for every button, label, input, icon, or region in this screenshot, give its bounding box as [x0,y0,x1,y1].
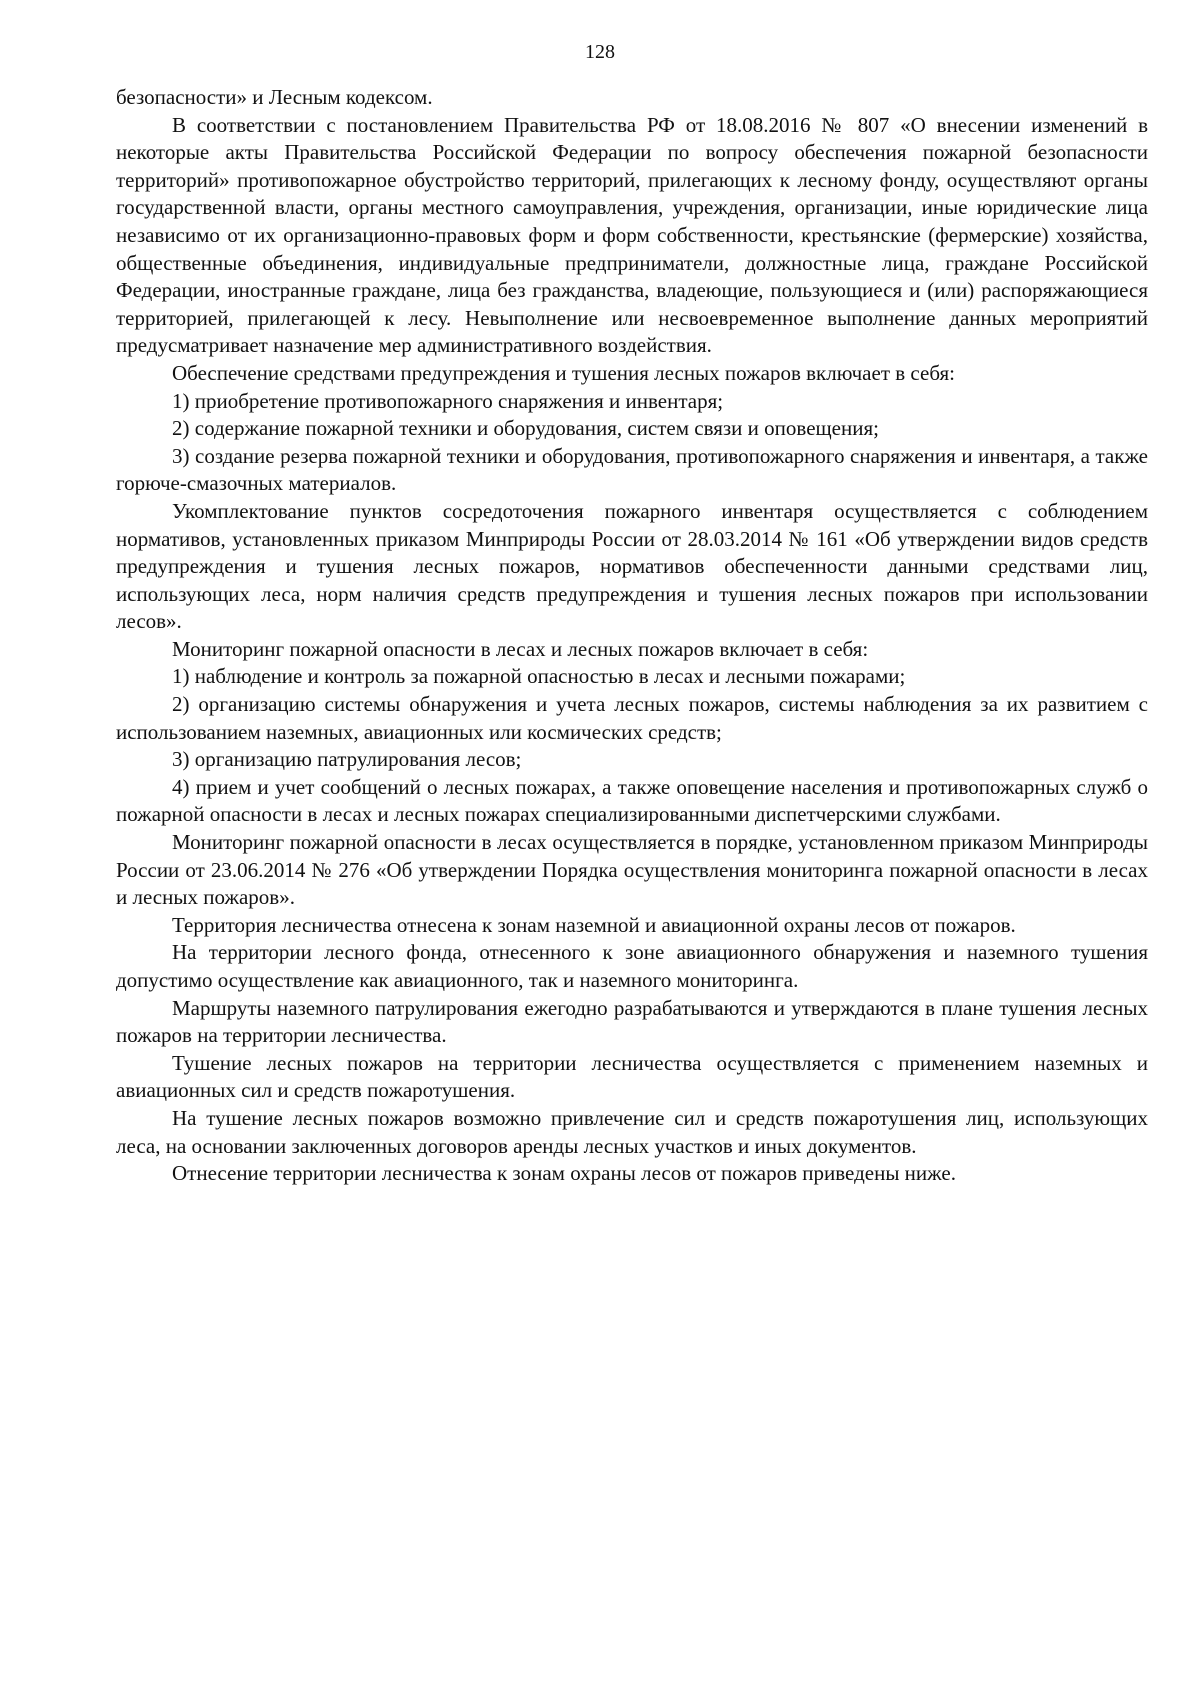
page-number: 128 [585,41,615,63]
list-item-reserve-creation: 3) создание резерва пожарной техники и оборудования, противопожарного снаряжения и инвентаря, а также горюче-смазочных материалов. [116,443,1148,496]
paragraph-zones-reference: Отнесение территории лесничества к зонам охраны лесов от пожаров приведены ниже. [172,1161,956,1186]
list-item-reports-notification: 4) прием и учет сообщений о лесных пожарах, а также оповещение населения и противопожарных служб о пожарной опасности в лесах и лесных пожарах специализированными диспетчерскими службами. [116,774,1148,827]
paragraph-protection-zones: Территория лесничества отнесена к зонам наземной и авиационной охраны лесов от пожаров. [172,912,1016,937]
paragraph-regulation-807: В соответствии с постановлением Правительства РФ от 18.08.2016 № 807 «О внесении изменений в некоторые акты Правительства Российской Федерации по вопросу обеспечения пожарной безопасности территорий» противопожарное обустройство территорий, прилегающих к лесному фонду, осуществляют органы государственной власти, органы местного самоуправления, учреждения, организации, иные юридические лица независимо от их организационно-правовых форм и форм собственности, крестьянские (фермерские) хозяйства, общественные объединения, индивидуальные предприниматели, должностные лица, граждане Российской Федерации, иностранные граждане, лица без гражданства, владеющие, пользующиеся и (или) распоряжающиеся территорией, прилегающей к лесу. Невыполнение или несвоевременное выполнение данных мероприятий предусматривает назначение мер административного воздействия. [116,112,1148,358]
list-item-equipment-acquisition: 1) приобретение противопожарного снаряжения и инвентаря; [172,388,724,413]
list-item-observation-control: 1) наблюдение и контроль за пожарной опасностью в лесах и лесными пожарами; [172,664,906,689]
paragraph-monitoring-order-276: Мониторинг пожарной опасности в лесах осуществляется в порядке, установленном приказом Минприроды России от 23.06.2014 № 276 «Об утверждении Порядка осуществления мониторинга пожарной опасности в лесах и лесных пожаров». [116,830,1148,910]
paragraph-staffing-norms: Укомплектование пунктов сосредоточения пожарного инвентаря осуществляется с соблюдением нормативов, установленных приказом Минприроды России от 28.03.2014 № 161 «Об утверждении видов средств предупреждения и тушения лесных пожаров, нормативов обеспеченности данными средствами лиц, использующих леса, норм наличия средств предупреждения и тушения лесных пожаров при использовании лесов». [116,498,1148,634]
paragraph-monitoring-intro: Мониторинг пожарной опасности в лесах и лесных пожаров включает в себя: [172,636,869,661]
paragraph-firefighting-forces: Тушение лесных пожаров на территории лесничества осуществляется с применением наземных и авиационных сил и средств пожаротушения. [116,1050,1148,1103]
paragraph-forest-users-involvement: На тушение лесных пожаров возможно привлечение сил и средств пожаротушения лиц, использующих леса, на основании заключенных договоров аренды лесных участков и иных документов. [116,1105,1148,1158]
paragraph-patrol-routes: Маршруты наземного патрулирования ежегодно разрабатываются и утверждаются в плане тушения лесных пожаров на территории лесничества. [116,995,1148,1048]
list-item-detection-system: 2) организацию системы обнаружения и учета лесных пожаров, системы наблюдения за их развитием с использованием наземных, авиационных или космических средств; [116,692,1148,744]
paragraph-continuation: безопасности» и Лесным кодексом. [116,85,433,109]
list-item-equipment-maintenance: 2) содержание пожарной техники и оборудования, систем связи и оповещения; [172,416,879,441]
paragraph-aviation-zone: На территории лесного фонда, отнесенного к зоне авиационного обнаружения и наземного тушения допустимо осуществление как авиационного, так и наземного мониторинга. [116,940,1148,992]
paragraph-fire-prevention-means-intro: Обеспечение средствами предупреждения и тушения лесных пожаров включает в себя: [172,360,955,385]
list-item-patrol-organization: 3) организацию патрулирования лесов; [172,747,522,772]
document-body [116,84,1148,1188]
